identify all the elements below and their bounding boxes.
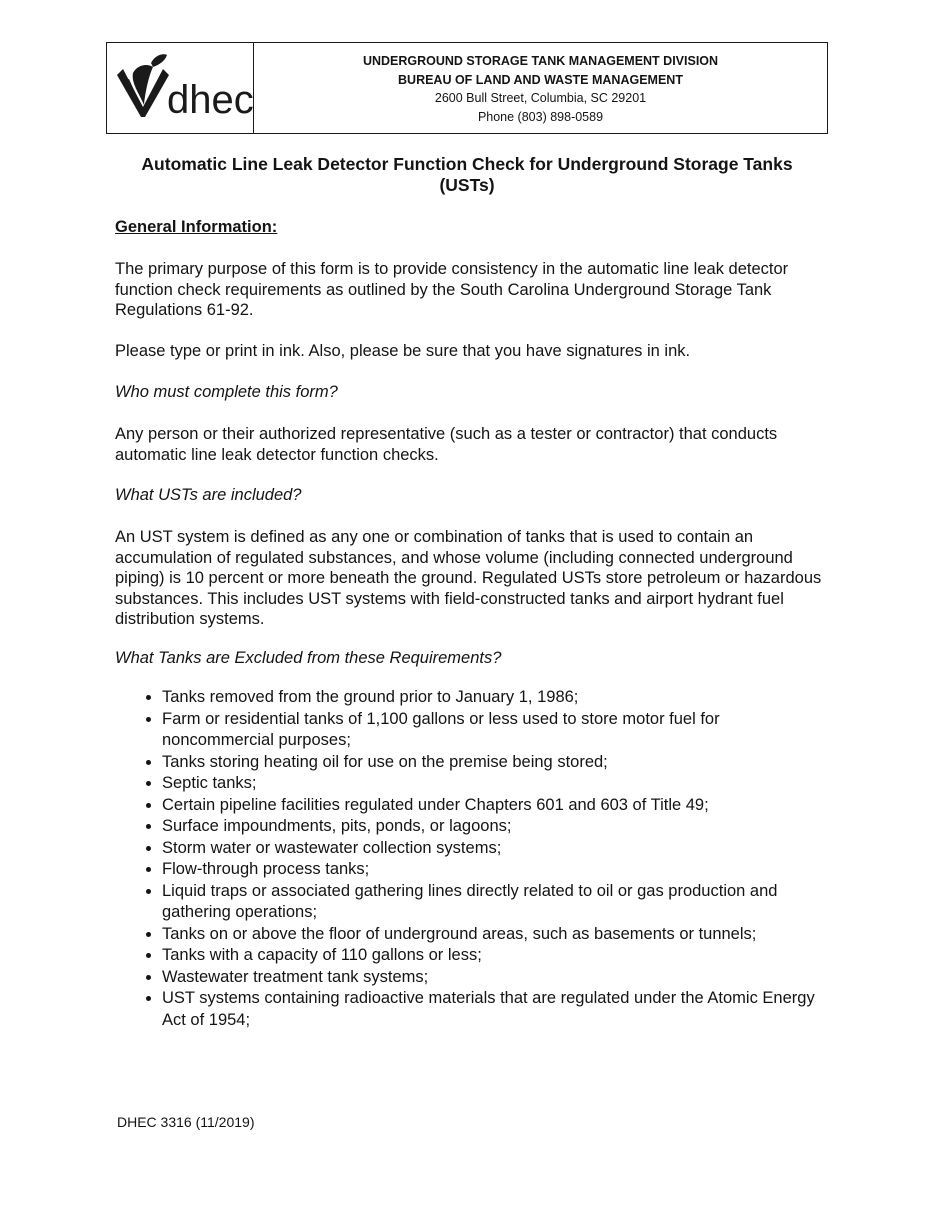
what-answer: An UST system is defined as any one or combination of tanks that is used to contain an accumulation of regulated substances, and whose volume (including connected underground piping) is 10 percent or more beneath the ground. Regulated USTs store petroleum or hazardous substances. This includes UST systems with field-constructed tanks and airport hydrant fuel distribution systems.	[115, 528, 822, 628]
logo-cell	[107, 43, 254, 133]
bureau-name: BUREAU OF LAND AND WASTE MANAGEMENT	[398, 72, 683, 87]
who-question: Who must complete this form?	[115, 383, 338, 401]
list-item: • Tanks with a capacity of 110 gallons or less;	[162, 945, 835, 967]
excluded-question: What Tanks are Excluded from these Requirements?	[115, 649, 502, 667]
list-item: • Tanks removed from the ground prior to January 1, 1986;	[162, 687, 835, 709]
agency-info	[254, 43, 827, 133]
list-item: • Flow-through process tanks;	[162, 859, 835, 881]
letterhead-box	[106, 42, 828, 134]
list-item: • Surface impoundments, pits, ponds, or lagoons;	[162, 816, 835, 838]
general-information-heading: General Information:	[115, 218, 278, 236]
title-line-1: Automatic Line Leak Detector Function Check for Underground Storage Tanks	[141, 154, 793, 174]
agency-address: 2600 Bull Street, Columbia, SC 29201	[434, 91, 647, 105]
who-answer: Any person or their authorized representative (such as a tester or contractor) that conducts automatic line leak detector function checks.	[115, 425, 778, 464]
division-name: UNDERGROUND STORAGE TANK MANAGEMENT DIVISION	[362, 54, 719, 68]
list-item: • Tanks storing heating oil for use on the premise being stored;	[162, 752, 835, 774]
agency-phone: Phone (803) 898-0589	[477, 109, 604, 124]
list-item: • Septic tanks;	[162, 773, 835, 795]
list-item: • Liquid traps or associated gathering lines directly related to oil or gas production and gathering operations;	[162, 881, 835, 924]
purpose-paragraph: The primary purpose of this form is to provide consistency in the automatic line leak detector function check requirements as outlined by the South Carolina Underground Storage Tank Regulations 61-92.	[115, 260, 789, 319]
logo-wordmark: dhec	[167, 78, 254, 122]
list-item: • UST systems containing radioactive materials that are regulated under the Atomic Energy Act of 1954;	[162, 988, 835, 1031]
document-title	[106, 154, 828, 196]
tree-mark-icon	[117, 54, 169, 117]
list-item: • Wastewater treatment tank systems;	[162, 967, 835, 989]
list-item: • Tanks on or above the floor of underground areas, such as basements or tunnels;	[162, 924, 835, 946]
title-line-2: (USTs)	[439, 175, 495, 195]
form-code: DHEC 3316 (11/2019)	[117, 1114, 255, 1130]
exclusions-list	[115, 687, 835, 1031]
list-item: • Storm water or wastewater collection systems;	[162, 838, 835, 860]
list-item: • Certain pipeline facilities regulated under Chapters 601 and 603 of Title 49;	[162, 795, 835, 817]
list-item: • Farm or residential tanks of 1,100 gallons or less used to store motor fuel for noncommercial purposes;	[162, 709, 835, 752]
what-question: What USTs are included?	[115, 486, 302, 504]
dhec-logo	[115, 53, 254, 125]
ink-note: Please type or print in ink. Also, please be sure that you have signatures in ink.	[115, 342, 691, 360]
